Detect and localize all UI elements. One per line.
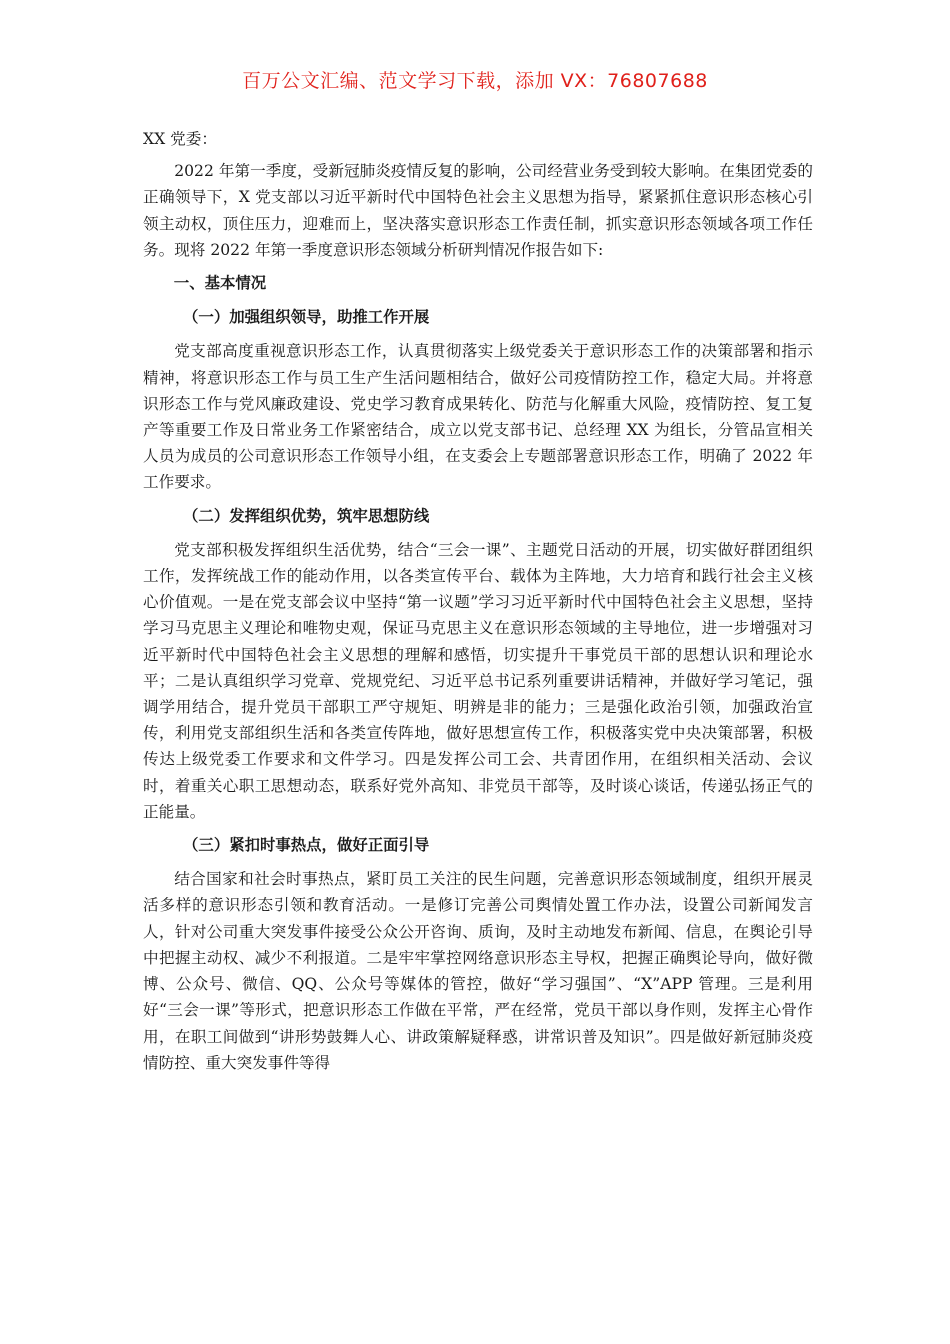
subsection-body-1: 党支部高度重视意识形态工作，认真贯彻落实上级党委关于意识形态工作的决策部署和指示精神，将意识形态工作与员工生产生活问题相结合，做好公司疫情防控工作，稳定大局。并将意识形态工作与党风廉政建设、党史学习教育成果转化、防范与化解重大风险，疫情防控、复工复产等重要工作及日常业务工作紧密结合，成立以党支部书记、总经理 XX 为组长，分管品宣相关人员为成员的公司意识形态工作领导小组，在支委会上专题部署意识形态工作，明确了 2022 年工作要求。 <box>143 342 813 492</box>
subsection-heading-3: （三）紧扣时事热点，做好正面引导 <box>183 836 430 855</box>
subsection-body-2: 党支部积极发挥组织生活优势，结合“三会一课”、主题党日活动的开展，切实做好群团组织工作，发挥统战工作的能动作用，以各类宣传平台、载体为主阵地，大力培育和践行社会主义核心价值观。一是在党支部会议中坚持“第一议题”学习习近平新时代中国特色社会主义思想，坚持学习马克思主义理论和唯物史观，保证马克思主义在意识形态领域的主导地位，进一步增强对习近平新时代中国特色社会主义思想的理解和感悟，切实提升干事党员干部的思想认识和理论水平；二是认真组织学习党章、党规党纪、习近平总书记系列重要讲话精神，并做好学习笔记，强调学用结合，提升党员干部职工严守规矩、明辨是非的能力；三是强化政治引领，加强政治宣传，利用党支部组织生活和各类宣传阵地，做好思想宣传工作，积极落实党中央决策部署，积极传达上级党委工作要求和文件学习。四是发挥公司工会、共青团作用，在组织相关活动、会议时，着重关心职工思想动态，联系好党外高知、非党员干部等，及时谈心谈话，传递弘扬正气的正能量。 <box>143 540 813 821</box>
section-heading-basic-situation: 一、基本情况 <box>173 274 267 293</box>
download-banner: 百万公文汇编、范文学习下载，添加 VX：76807688 <box>242 70 708 92</box>
subsection-heading-1: （一）加强组织领导，助推工作开展 <box>183 308 430 327</box>
salutation: XX 党委： <box>143 130 217 148</box>
subsection-body-3: 结合国家和社会时事热点，紧盯员工关注的民生问题，完善意识形态领域制度，组织开展灵活多样的意识形态引领和教育活动。一是修订完善公司舆情处置工作办法，设置公司新闻发言人，针对公司重大突发事件接受公众公开咨询、质询，及时主动地发布新闻、信息，在舆论引导中把握主动权、减少不利报道。二是牢牢掌控网络意识形态主导权，把握正确舆论导向，做好微博、公众号、微信、QQ、公众号等媒体的管控，做好“学习强国”、“X”APP 管理。三是利用好“三会一课”等形式，把意识形态工作做在平常，严在经常，党员干部以身作则，发挥主心骨作用，在职工间做到“讲形势鼓舞人心、讲政策解疑释惑，讲常识普及知识”。四是做好新冠肺炎疫情防控、重大突发事件等得 <box>143 870 813 1072</box>
subsection-heading-2: （二）发挥组织优势，筑牢思想防线 <box>183 506 430 525</box>
intro-paragraph: 2022 年第一季度，受新冠肺炎疫情反复的影响，公司经营业务受到较大影响。在集团党委的正确领导下，X 党支部以习近平新时代中国特色社会主义思想为指导，紧紧抓住意识形态核心引领主动权，顶住压力，迎难而上，坚决落实意识形态工作责任制，抓实意识形态领域各项工作任务。现将 2022 年第一季度意识形态领域分析研判情况作报告如下: <box>143 162 813 259</box>
document-body <box>143 126 813 1083</box>
